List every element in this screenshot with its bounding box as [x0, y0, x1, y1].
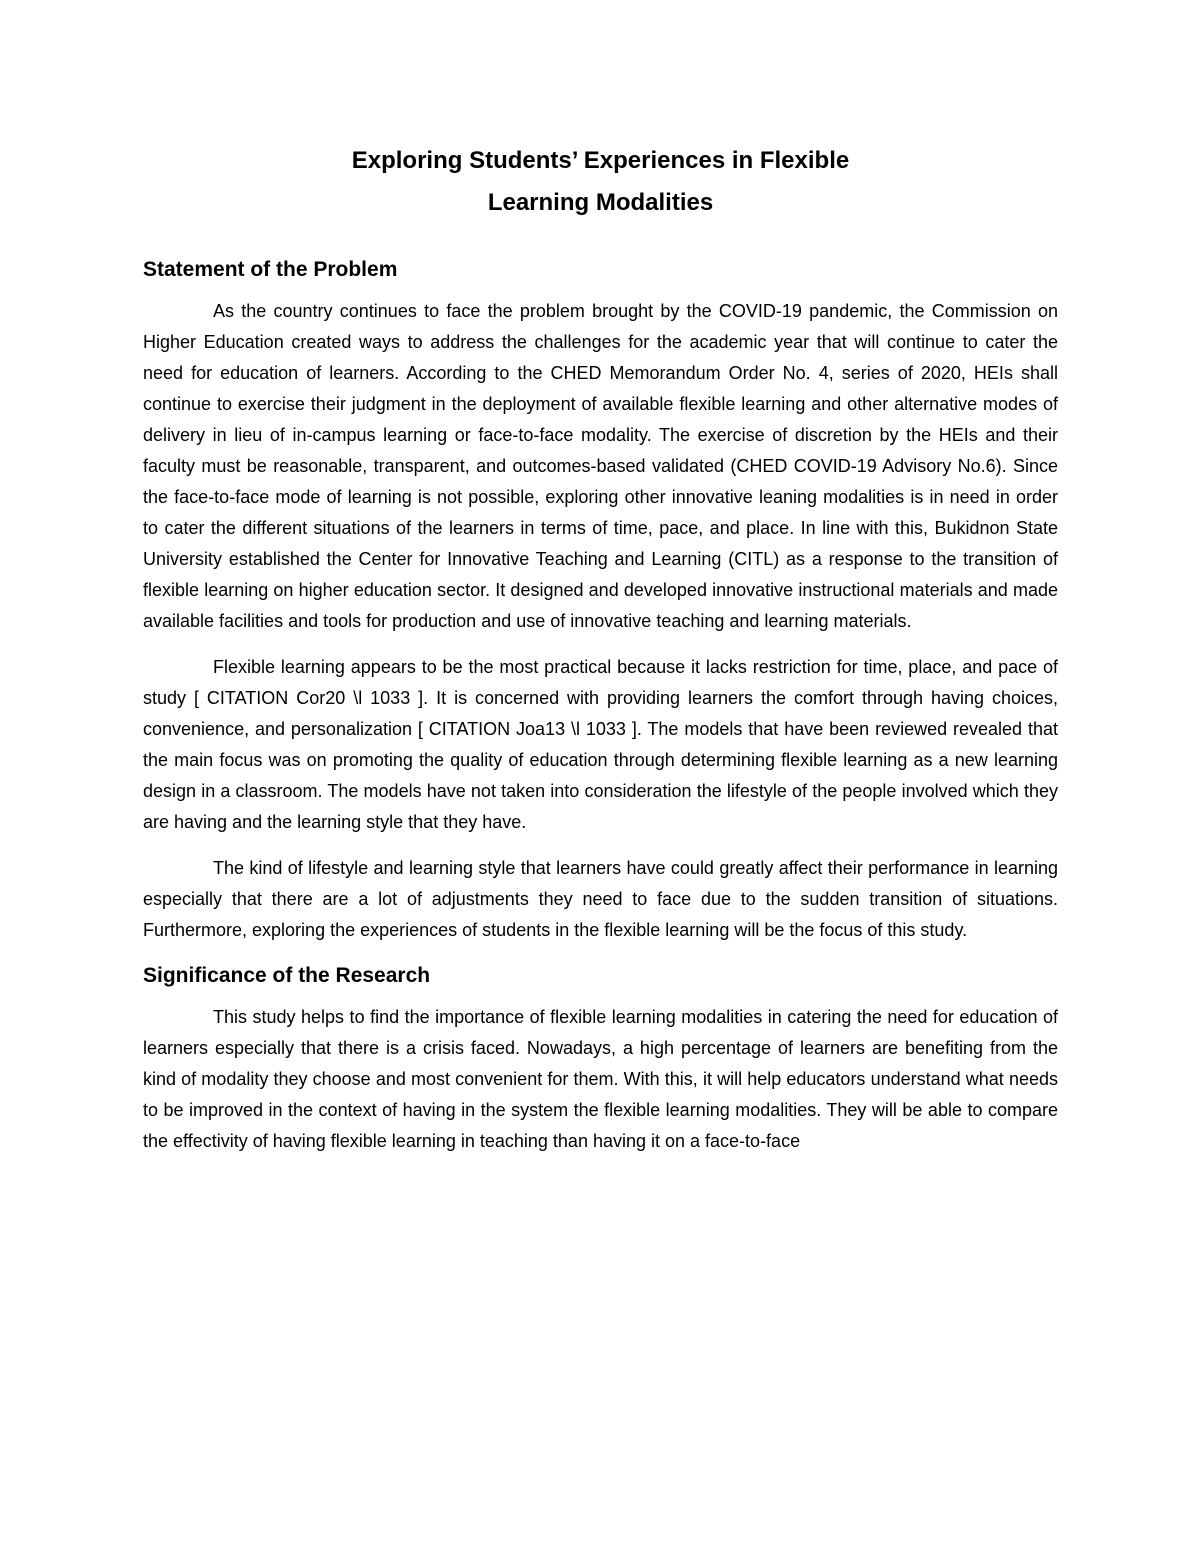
section-heading-problem: Statement of the Problem	[143, 258, 398, 281]
title-line-1: Exploring Students’ Experiences in Flexible	[351, 147, 850, 174]
paragraph: As the country continues to face the problem brought by the COVID-19 pandemic, the Commission on Higher Education created ways to address the challenges for the academic year that will continue to cater the need for education of learners. According to the CHED Memorandum Order No. 4, series of 2020, HEIs shall continue to exercise their judgment in the deployment of available flexible learning and other alternative modes of delivery in lieu of in-campus learning or face-to-face modality. The exercise of discretion by the HEIs and their faculty must be reasonable, transparent, and outcomes-based validated (CHED COVID-19 Advisory No.6). Since the face-to-face mode of learning is not possible, exploring other innovative leaning modalities is in need in order to cater the different situations of the learners in terms of time, pace, and place. In line with this, Bukidnon State University established the Center for Innovative Teaching and Learning (CITL) as a response to the transition of flexible learning on higher education sector. It designed and developed innovative instructional materials and made available facilities and tools for production and use of innovative teaching and learning materials.	[143, 301, 1058, 631]
title-line-2: Learning Modalities	[487, 189, 714, 216]
section-heading-significance: Significance of the Research	[143, 964, 431, 987]
paragraph: Flexible learning appears to be the most practical because it lacks restriction for time, place, and pace of study [ CITATION Cor20 \l 1033 ]. It is concerned with providing learners the comfort through having choices, convenience, and personalization [ CITATION Joa13 \l 1033 ]. The models that have been reviewed revealed that the main focus was on promoting the quality of education through determining flexible learning as a new learning design in a classroom. The models have not taken into consideration the lifestyle of the people involved which they are having and the learning style that they have.	[143, 657, 1058, 832]
paragraph: This study helps to find the importance of flexible learning modalities in catering the need for education of learners especially that there is a crisis faced. Nowadays, a high percentage of learners are benefiting from the kind of modality they choose and most convenient for them. With this, it will help educators understand what needs to be improved in the context of having in the system the flexible learning modalities. They will be able to compare the effectivity of having flexible learning in teaching than having it on a face-to-face	[143, 1007, 1058, 1151]
paragraph: The kind of lifestyle and learning style that learners have could greatly affect their performance in learning especially that there are a lot of adjustments they need to face due to the sudden transition of situations. Furthermore, exploring the experiences of students in the flexible learning will be the focus of this study.	[143, 858, 1058, 940]
document-page	[143, 140, 1058, 1172]
document-title	[143, 140, 1058, 224]
